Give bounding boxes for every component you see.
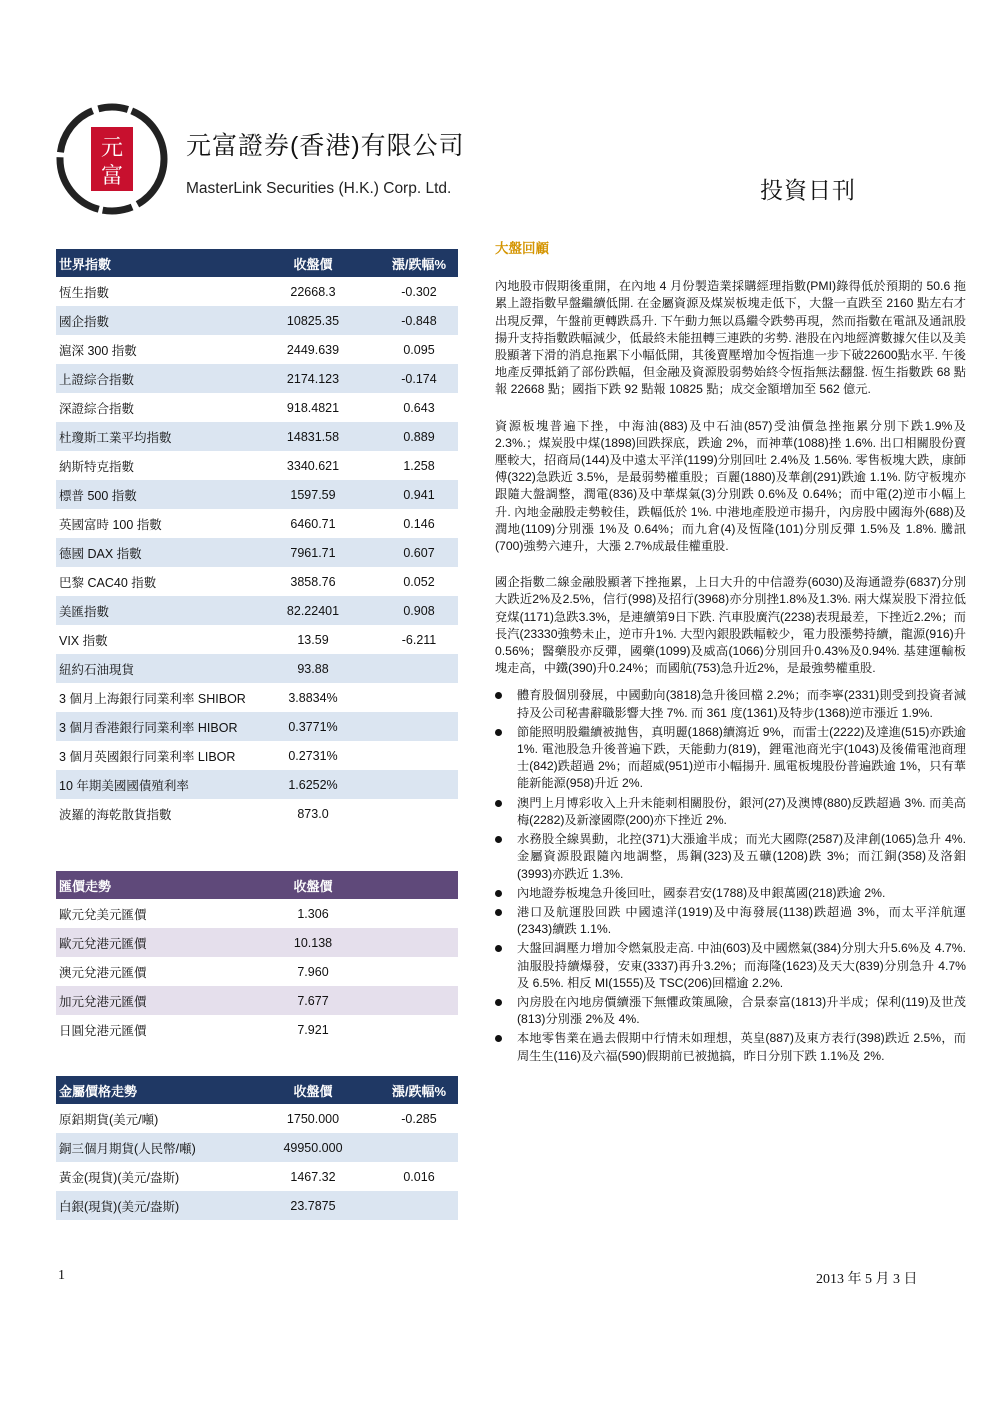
table-row [56, 1162, 458, 1191]
list-item [495, 885, 966, 902]
close-value: 10.138 [246, 928, 377, 957]
table-row [56, 538, 458, 567]
close-value: 93.88 [246, 654, 377, 683]
list-item [495, 831, 966, 883]
row-label: 波羅的海乾散貨指數 [59, 807, 172, 822]
bullet-text: 內房股在內地房價續漲下無懼政策風險，合景泰富(1813)升半成；保利(119)及世茂(813)分別漲 2%及 4%. [517, 994, 966, 1027]
header-cell: 收盤價 [246, 1076, 377, 1104]
list-item [495, 1030, 966, 1064]
bullet-text: 澳門上月博彩收入上升未能刺相關股份，銀河(27)及澳博(880)反跌超過 3%. 而美高梅(2282)及新濠國際(200)亦下挫近 2%. [517, 795, 966, 827]
row-label: 銅三個月期貨(人民幣/噸) [56, 1133, 246, 1162]
list-item [495, 994, 966, 1028]
row-label: 巴黎 CAC40 指數 [59, 575, 157, 590]
row-label: 納斯特克指數 [59, 459, 135, 474]
close-value: 3.8834% [288, 690, 338, 705]
table-row [56, 509, 458, 538]
row-label: 黃金(現貨)(美元/盎斯) [59, 1170, 180, 1185]
close-value: 918.4821 [286, 400, 340, 415]
row-label: 歐元兌港元匯價 [56, 928, 246, 957]
change-value: 0.052 [403, 574, 435, 589]
table-row [56, 422, 458, 451]
bullet-dot-icon [495, 890, 502, 897]
close-value: 10825.35 [246, 306, 377, 335]
close-value: 2449.639 [286, 342, 340, 357]
row-label: 標普 500 指數 [56, 480, 246, 509]
close-value: 6460.71 [290, 516, 336, 531]
header-cell: 漲/跌幅% [377, 1076, 458, 1104]
table-header-row [56, 249, 458, 277]
company-name-english: MasterLink Securities (H.K.) Corp. Ltd. [186, 180, 452, 197]
table-row [56, 957, 458, 986]
change-value [377, 654, 458, 683]
review-paragraph-3: 國企指數二線金融股顯著下挫拖累，上日大升的中信證券(6030)及海通證券(6837)分別大跌近2%及2.5%，信行(998)及招行(3968)亦分別挫1.8%及1.3%. 兩大煤炭股下滑拉低兗煤(1171)急跌3.3%，是連續第9日下跌. 汽車股廣汽(2238)表現最差，下挫近2.2%；而長汽(23330強勢未止，逆市升1%. 大型內銀股跌幅較少，電力股漲勢持續，龍源(916)升0.56%；醫藥股亦反彈，國藥(1099)及威高(1066)分別回升0.43%及0.94%. 基建運輸板塊走高，中鐵(390)升0.24%；而國航(753)急升近2%，是最強勢權重股. [495, 575, 966, 676]
world-indices-table [56, 249, 458, 828]
table-row [56, 393, 458, 422]
close-value: 23.7875 [246, 1191, 377, 1220]
change-value [377, 957, 458, 986]
change-value: -6.211 [401, 632, 437, 647]
table-row [56, 1133, 458, 1162]
table-header-row [56, 1076, 458, 1104]
change-value [377, 741, 458, 770]
header-cell: 漲/跌幅% [377, 249, 458, 277]
change-value [377, 899, 458, 928]
list-item [495, 687, 966, 721]
change-value: 0.016 [403, 1169, 435, 1184]
table-row [56, 1104, 458, 1133]
page-number: 1 [58, 1268, 65, 1283]
row-label: 加元兌港元匯價 [56, 986, 246, 1015]
close-value: 1.306 [297, 906, 329, 921]
bullet-text: 內地證券板塊急升後回吐，國泰君安(1788)及申銀萬國(218)跌逾 2%. [517, 885, 886, 900]
row-label: 3 個月香港銀行同業利率 HIBOR [56, 712, 246, 741]
bullet-dot-icon [495, 836, 502, 843]
close-value: 49950.000 [246, 1133, 377, 1162]
close-value: 13.59 [297, 632, 329, 647]
row-label: 3 個月英國銀行同業利率 LIBOR [59, 749, 236, 764]
change-value: -0.285 [401, 1111, 437, 1126]
change-value: 0.607 [377, 538, 458, 567]
change-value: -0.174 [377, 364, 458, 393]
change-value: 0.095 [403, 342, 435, 357]
row-label: 3 個月上海銀行同業利率 SHIBOR [59, 691, 246, 706]
table-row [56, 799, 458, 828]
review-paragraph-2: 資源板塊普遍下挫，中海油(883)及中石油(857)受油價急挫拖累分別下跌1.9%及 2.3%.；煤炭股中煤(1898)回跌探底，跌逾 2%，而神華(1088)挫 1.6%. 出口相關股份賣壓較大，招商局(144)及中遠太平洋(1199)分別回吐 2.4%及 1.56%. 零售板塊大跌，康師傅(322)急跌近 3.5%，是最弱勢權重股；百麗(1880)及華創(291)跌逾 1.1%. 防守板塊亦跟隨大盤調整，潤電(836)及中華煤氣(3)分別跌 0.6%及 0.64%；而中電(2)逆市小幅上升. 內地金融股走勢較佳，跌幅低於 1%. 中港地產股逆市揚升，內房股中國海外(688)及潤地(1109)分別漲 1%及 0.64%；而九倉(4)及恆隆(101)分別反彈 1.5%及 1.8%. 騰訊(700)強勢六連升，大漲 2.7%成最佳權重股. [495, 418, 966, 554]
row-label: 上證綜合指數 [56, 364, 246, 393]
list-item [495, 940, 966, 992]
close-value: 7.921 [297, 1022, 329, 1037]
change-value: 0.146 [403, 516, 435, 531]
report-title: 投資日刊 [760, 177, 856, 203]
close-value: 1750.000 [286, 1111, 340, 1126]
bullet-dot-icon [495, 909, 502, 916]
table-row [56, 596, 458, 625]
close-value: 1467.32 [290, 1169, 336, 1184]
change-value [377, 986, 458, 1015]
close-value: 0.2731% [288, 748, 338, 763]
close-value: 7961.71 [246, 538, 377, 567]
table-row [56, 364, 458, 393]
table-row [56, 480, 458, 509]
change-value [377, 712, 458, 741]
bullet-text: 大盤回調壓力增加令燃氣股走高. 中油(603)及中國燃氣(384)分別大升5.6%及 4.7%. 油服股持續爆發，安東(3337)再升3.2%；而海隆(1623)及天大(839)分別急升 4.7%及 6.5%. 相反 MI(1555)及 TSC(206)回檔逾 2.2%. [517, 941, 966, 990]
row-label: 紐約石油現貨 [56, 654, 246, 683]
header-cell: 收盤價 [246, 871, 377, 899]
header-cell: 世界指數 [56, 249, 246, 277]
fx-table [56, 871, 458, 1044]
row-label: 白銀(現貨)(美元/盎斯) [56, 1191, 246, 1220]
table-row [56, 335, 458, 364]
change-value [377, 1133, 458, 1162]
table-row [56, 306, 458, 335]
table-row [56, 1191, 458, 1220]
close-value: 873.0 [297, 806, 329, 821]
bullet-text: 水務股全線異動，北控(371)大漲逾半成；而光大國際(2587)及津創(1065)急升 4%. 金屬資源股跟隨內地調整，馬鋼(323)及五礦(1208)跌 3%；而江銅(358)及洛鉬(3993)亦跌近 1.3%. [517, 832, 966, 881]
row-label: 德國 DAX 指數 [56, 538, 246, 567]
table-row [56, 654, 458, 683]
close-value: 2174.123 [246, 364, 377, 393]
list-item [495, 904, 966, 938]
header-cell: 收盤價 [246, 249, 377, 277]
row-label: 杜瓊斯工業平均指數 [56, 422, 246, 451]
change-value [377, 1015, 458, 1044]
company-logo [56, 103, 168, 215]
row-label: 英國富時 100 指數 [59, 517, 162, 532]
change-value: 0.908 [377, 596, 458, 625]
review-bullet-list [495, 687, 966, 1064]
row-label: 深證綜合指數 [59, 401, 135, 416]
header-cell [377, 871, 458, 899]
bullet-text: 本地零售業在過去假期中行情未如理想，英皇(887)及東方表行(398)跌近 2.5%，而周生生(116)及六福(590)假期前已被拋搞，昨日分別下跌 1.1%及 2%. [517, 1031, 966, 1063]
row-label: 恆生指數 [59, 285, 110, 300]
row-label: 滬深 300 指數 [59, 343, 137, 358]
row-label: 澳元兌港元匯價 [59, 965, 147, 980]
list-item [495, 795, 966, 829]
table-row [56, 683, 458, 712]
bullet-dot-icon [495, 999, 502, 1006]
table-row [56, 625, 458, 654]
close-value: 3340.621 [286, 458, 340, 473]
table-row [56, 928, 458, 957]
row-label: 美匯指數 [56, 596, 246, 625]
metals-table [56, 1076, 458, 1220]
close-value: 3858.76 [290, 574, 336, 589]
change-value [377, 1191, 458, 1220]
row-label: VIX 指數 [59, 633, 108, 648]
market-review [495, 240, 966, 1067]
table-row [56, 1015, 458, 1044]
logo-text-2: 富 [100, 164, 124, 189]
bullet-dot-icon [495, 729, 502, 736]
bullet-text: 節能照明股繼續被拋售，真明麗(1868)續瀉近 9%，而雷士(2222)及達進(515)亦跌逾 1%. 電池股急升後普遍下跌，天能動力(819)，鋰電池商光宇(1043)及後備電池商理士(842)跌超過 2%；而超威(951)逆市小幅揚升. 風電板塊股份普遍跌逾 1%，只有華能新能源(958)升近 2%. [517, 724, 966, 791]
bullet-dot-icon [495, 945, 502, 952]
change-value: 0.643 [403, 400, 435, 415]
section-title: 大盤回顧 [495, 241, 549, 256]
bullet-dot-icon [495, 800, 502, 807]
row-label: 日圓兌港元匯價 [59, 1023, 147, 1038]
close-value: 7.677 [246, 986, 377, 1015]
table-row [56, 770, 458, 799]
change-value [377, 799, 458, 828]
header-cell: 金屬價格走勢 [56, 1076, 246, 1104]
table-row [56, 451, 458, 480]
header-cell: 匯價走勢 [56, 871, 246, 899]
close-value: 1597.59 [246, 480, 377, 509]
change-value [377, 928, 458, 957]
row-label: 國企指數 [56, 306, 246, 335]
change-value: 0.941 [377, 480, 458, 509]
table-row [56, 567, 458, 596]
bullet-text: 體育股個別發展，中國動向(3818)急升後回檔 2.2%；而李寧(2331)則受到投資者減持及公司秘書辭職影響大挫 7%. 而 361 度(1361)及特步(1368)逆市漲近 1.9%. [517, 688, 966, 720]
list-item [495, 724, 966, 793]
close-value: 22668.3 [290, 284, 336, 299]
close-value: 82.22401 [246, 596, 377, 625]
row-label: 歐元兌美元匯價 [59, 907, 147, 922]
change-value: -0.848 [377, 306, 458, 335]
change-value: 0.889 [377, 422, 458, 451]
change-value [377, 683, 458, 712]
row-label: 原鋁期貨(美元/噸) [59, 1112, 159, 1127]
logo-text-1: 元 [100, 136, 124, 161]
bullet-dot-icon [495, 692, 502, 699]
table-row [56, 741, 458, 770]
bullet-text: 港口及航運股回跌 中國遠洋(1919)及中海發展(1138)跌超過 3%，而太平洋航運(2343)續跌 1.1%. [517, 904, 966, 937]
review-paragraph-1: 內地股市假期後重開，在內地 4 月份製造業採購經理指數(PMI)錄得低於預期的 50.6 拖累上證指數早盤繼續低開. 在金屬資源及煤炭板塊走低下，大盤一直跌至 2160 點左右才出現反彈，午盤前更轉跌爲升. 下午動力無以爲繼令跌勢再現，然而指數在電訊及通訊股揚升支持指數跌幅減少，低最終未能扭轉三連跌的劣勢. 港股在內地經濟數據欠佳以及美股顯著下滑的消息拖累下小幅低開，其後賣壓增加令恆指進一步下破22600點水平. 午後地產反彈抵銷了部份跌幅，但金融及資源股弱勢始終令恆指無法翻盤. 恆生指數跌 68 點報 22668 點；國指下跌 92 點報 10825 點；成交金額增加至 562 億元. [495, 279, 966, 397]
table-row [56, 986, 458, 1015]
change-value: 1.258 [403, 458, 435, 473]
close-value: 0.3771% [246, 712, 377, 741]
table-header-row [56, 871, 458, 899]
bullet-dot-icon [495, 1035, 502, 1042]
close-value: 7.960 [297, 964, 329, 979]
company-name-chinese: 元富證券(香港)有限公司 [186, 132, 465, 160]
change-value [377, 770, 458, 799]
report-date: 2013 年 5 月 3 日 [816, 1272, 918, 1287]
close-value: 14831.58 [246, 422, 377, 451]
change-value: -0.302 [401, 284, 437, 299]
table-row [56, 277, 458, 306]
row-label: 10 年期美國國債殖利率 [56, 770, 246, 799]
table-row [56, 712, 458, 741]
close-value: 1.6252% [246, 770, 377, 799]
table-row [56, 899, 458, 928]
